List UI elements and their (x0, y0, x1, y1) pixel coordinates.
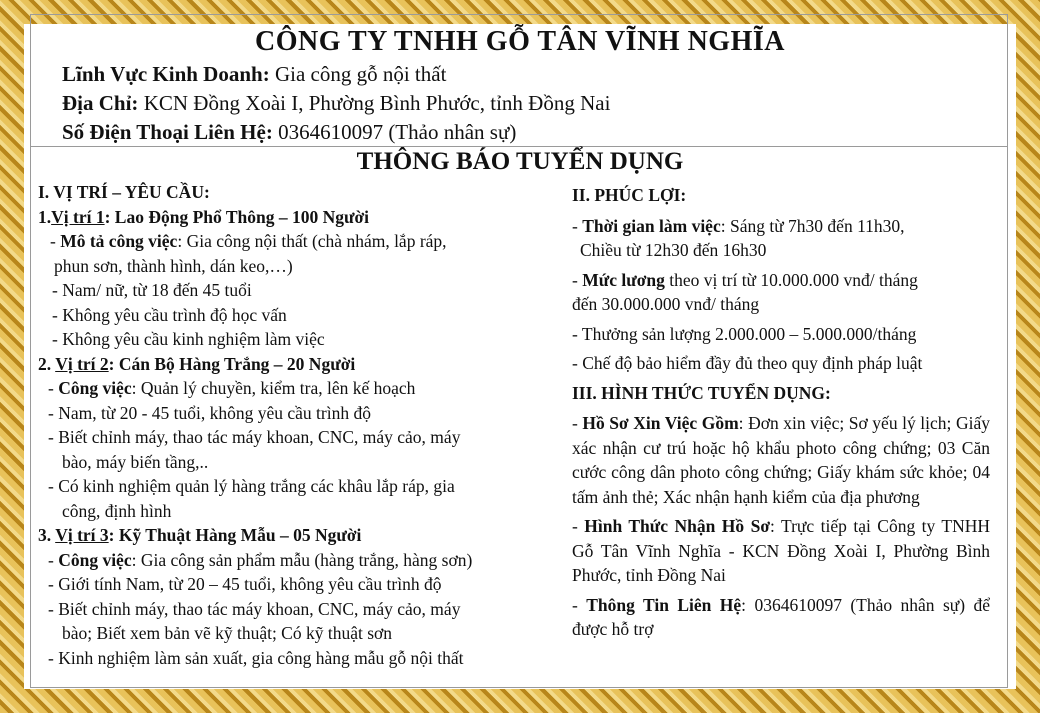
documents-text: : Đơn xin việc; Sơ yếu lý lịch; Giấy xác nhận cư trú hoặc hộ khẩu photo công chứng; 03 Căn cước công dân photo công chứng; Giấy khám sức khỏe; 04 tấm ảnh thẻ; Xác nhận hạnh kiểm của địa phương (572, 413, 990, 507)
insurance: - Chế độ bảo hiểm đầy đủ theo quy định pháp luật (572, 353, 923, 373)
submission-text: : Trực tiếp tại Công ty TNHH Gỗ Tân Vĩnh Nghĩa - KCN Đồng Xoài I, Phường Bình Phước, tỉnh Đồng Nai (572, 516, 990, 585)
position-2-job: - Công việc: Quản lý chuyền, kiểm tra, lên kế hoạch (48, 378, 416, 398)
position-1-desc-text: : Gia công nội thất (chà nhám, lắp ráp, (177, 231, 447, 251)
position-1-desc-label: Mô tả công việc (60, 231, 178, 251)
position-2-name: : Cán Bộ Hàng Trắng – 20 Người (108, 353, 356, 374)
salary-label: Mức lương (582, 269, 665, 290)
position-1-desc-cont: phun sơn, thành hình, dán keo,…) (54, 255, 293, 276)
position-1-title (38, 205, 558, 230)
position-2-prefix: 2. (38, 353, 56, 374)
position-1-desc: - Mô tả công việc: Gia công nội thất (chà nhám, lắp ráp, (50, 231, 447, 251)
position-3-job: - Công việc: Gia công sản phẩm mẫu (hàng trắng, hàng sơn) (48, 549, 473, 570)
contact-label: Thông Tin Liên Hệ (586, 594, 742, 615)
position-2-req: - Có kinh nghiệm quản lý hàng trắng các khâu lắp ráp, gia (48, 476, 455, 496)
contact-text: : 0364610097 (Thảo nhân sự) để được hỗ trợ (572, 594, 991, 639)
submission-method: - Hình Thức Nhận Hồ Sơ: Trực tiếp tại Công ty TNHH Gỗ Tân Vĩnh Nghĩa - KCN Đồng Xoài I, Phường Bình Phước, tỉnh Đồng Nai (572, 516, 990, 585)
contact-phone (62, 120, 516, 145)
work-hours: - Thời gian làm việc: Sáng từ 7h30 đến 11h30, Chiều từ 12h30 đến 16h30 (572, 215, 905, 260)
address-label: Địa Chỉ: (62, 91, 139, 115)
position-3-req-cont: bào; Biết xem bản vẽ kỹ thuật; Có kỹ thuật sơn (62, 623, 393, 643)
work-hours-text: : Sáng từ 7h30 đến 11h30, (720, 215, 905, 236)
contact-info: - Thông Tin Liên Hệ: 0364610097 (Thảo nhân sự) để được hỗ trợ (572, 594, 991, 639)
work-hours-text-cont: Chiều từ 12h30 đến 16h30 (580, 240, 767, 260)
business-field-label: Lĩnh Vực Kinh Doanh: (62, 62, 270, 86)
address (62, 91, 610, 116)
position-3-req: - Biết chỉnh máy, thao tác máy khoan, CNC, máy cảo, máy (48, 598, 461, 619)
application-documents: - Hồ Sơ Xin Việc Gồm: Đơn xin việc; Sơ yếu lý lịch; Giấy xác nhận cư trú hoặc hộ khẩu photo công chứng; 03 Căn cước công dân photo công chứng; Giấy khám sức khỏe; 04 tấm ảnh thẻ; Xác nhận hạnh kiểm của địa phương (572, 413, 990, 507)
salary-text-cont: đến 30.000.000 vnđ/ tháng (572, 294, 760, 314)
work-hours-label: Thời gian làm việc (582, 215, 721, 236)
positions-column (38, 180, 558, 670)
section-positions-heading: I. VỊ TRÍ – YÊU CẦU: (38, 182, 210, 202)
position-2-req: - Nam, từ 20 - 45 tuổi, không yêu cầu trình độ (48, 402, 371, 423)
business-field (62, 62, 446, 87)
benefits-column (572, 183, 990, 647)
position-2-job-label: Công việc (58, 378, 132, 398)
submission-label: Hình Thức Nhận Hồ Sơ (584, 516, 771, 536)
phone-label: Số Điện Thoại Liên Hệ: (62, 120, 273, 144)
position-2-req: - Biết chỉnh máy, thao tác máy khoan, CNC, máy cảo, máy (48, 427, 461, 447)
salary: - Mức lương theo vị trí từ 10.000.000 vnđ/ tháng đến 30.000.000 vnđ/ tháng (572, 269, 918, 314)
position-2-title (38, 352, 558, 377)
position-1-label: Vị trí 1 (51, 206, 105, 227)
position-3-job-text: : Gia công sản phẩm mẫu (hàng trắng, hàng sơn) (131, 549, 473, 570)
position-1-req: - Nam/ nữ, từ 18 đến 45 tuổi (52, 280, 252, 300)
bonus: - Thưởng sản lượng 2.000.000 – 5.000.000/tháng (572, 323, 917, 344)
position-1-req: - Không yêu cầu kinh nghiệm làm việc (52, 329, 325, 349)
position-1-name: : Lao Động Phổ Thông – 100 Người (104, 206, 370, 227)
address-value: KCN Đồng Xoài I, Phường Bình Phước, tỉnh Đồng Nai (138, 91, 611, 115)
documents-label: Hồ Sơ Xin Việc Gồm (582, 413, 739, 433)
position-3-name: : Kỹ Thuật Hàng Mẫu – 05 Người (108, 525, 362, 545)
position-3-prefix: 3. (38, 525, 56, 545)
position-2-label: Vị trí 2 (55, 353, 109, 374)
position-3-req: - Kinh nghiệm làm sản xuất, gia công hàng mẫu gỗ nội thất (48, 647, 464, 668)
position-1-req: - Không yêu cầu trình độ học vấn (52, 304, 287, 325)
section-benefits-heading: II. PHÚC LỢI: (572, 185, 687, 205)
company-name: CÔNG TY TNHH GỖ TÂN VĨNH NGHĨA (255, 26, 785, 57)
position-3-req: - Giới tính Nam, từ 20 – 45 tuổi, không yêu cầu trình độ (48, 574, 442, 594)
business-field-value: Gia công gỗ nội thất (269, 62, 447, 86)
salary-text: theo vị trí từ 10.000.000 vnđ/ tháng (664, 269, 918, 290)
position-1-prefix: 1. (38, 206, 52, 227)
position-2-job-text: : Quản lý chuyền, kiểm tra, lên kế hoạch (131, 378, 416, 398)
position-3-job-label: Công việc (58, 549, 132, 570)
position-2-req-cont: công, định hình (62, 500, 172, 521)
position-3-title (38, 523, 558, 548)
notice-title: THÔNG BÁO TUYỂN DỤNG (356, 148, 684, 175)
phone-value: 0364610097 (Thảo nhân sự) (272, 120, 517, 144)
position-2-req-cont: bào, máy biến tầng,.. (62, 451, 209, 472)
header-divider (30, 146, 1008, 147)
section-recruitment-heading: III. HÌNH THỨC TUYỂN DỤNG: (572, 382, 831, 403)
position-3-label: Vị trí 3 (55, 525, 109, 545)
